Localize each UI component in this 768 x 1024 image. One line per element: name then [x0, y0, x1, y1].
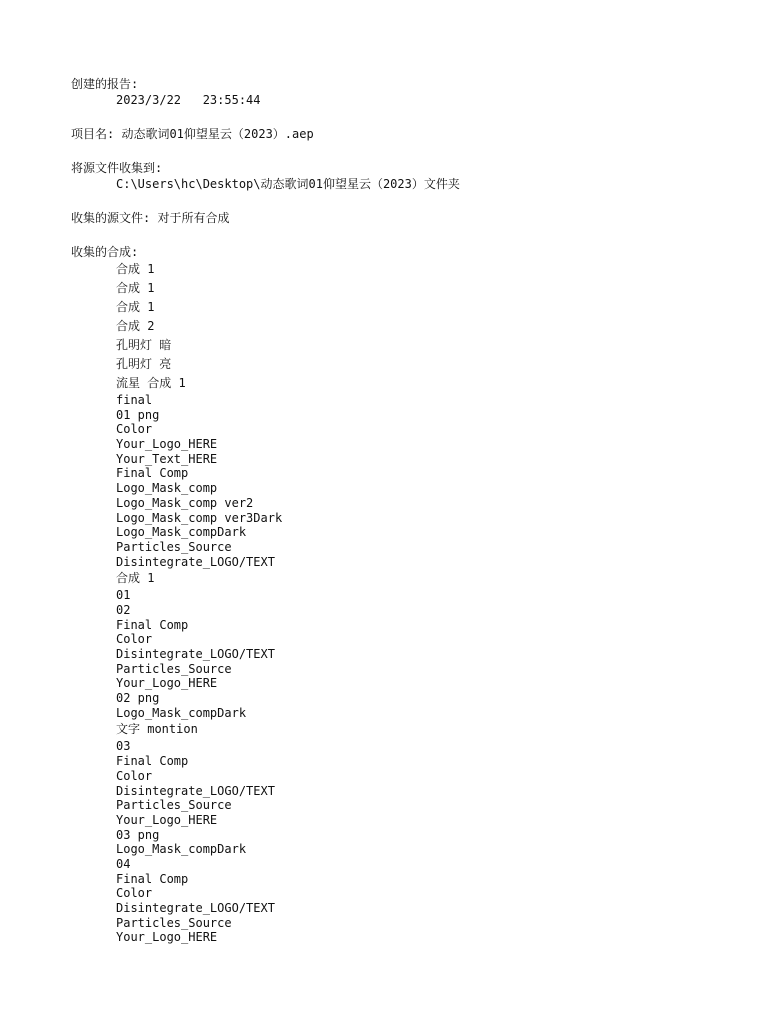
project-name-line: 项目名: 动态歌词01仰望星云（2023）.aep	[71, 127, 314, 141]
comp-list-item: 合成 1	[116, 571, 155, 586]
collected-sources-line: 收集的源文件: 对于所有合成	[71, 211, 230, 225]
comp-list-item: Color	[116, 886, 153, 901]
comp-list-item: Your_Text_HERE	[116, 451, 218, 466]
spacer	[71, 142, 731, 160]
comp-list-item: 合成 2	[116, 319, 155, 333]
comp-list-item: 02	[116, 602, 131, 617]
comp-list	[71, 260, 731, 945]
comp-list-item: Logo_Mask_comp ver3Dark	[116, 510, 283, 525]
comp-list-item: Logo_Mask_compDark	[116, 525, 247, 540]
comp-list-item: Particles_Source	[116, 798, 232, 813]
comp-list-item: 孔明灯 暗	[116, 338, 172, 352]
collect-to-label: 将源文件收集到:	[71, 161, 163, 175]
comp-list-item: Disintegrate_LOGO/TEXT	[116, 647, 275, 661]
collected-comps-section	[71, 244, 731, 945]
comp-list-item: final	[116, 393, 153, 407]
comp-list-item: Particles_Source	[116, 915, 232, 930]
comp-list-item: Your_Logo_HERE	[116, 676, 218, 691]
comp-list-item: Logo_Mask_compDark	[116, 705, 247, 720]
comp-list-item: Final Comp	[116, 754, 189, 769]
comp-list-item: 04	[116, 856, 131, 871]
comp-list-item: Color	[116, 422, 153, 437]
created-label: 创建的报告:	[71, 77, 139, 91]
comp-list-item: Logo_Mask_compDark	[116, 842, 247, 857]
comp-list-item: Disintegrate_LOGO/TEXT	[116, 783, 275, 798]
comp-list-item: 合成 1	[116, 281, 155, 295]
collected-comps-label: 收集的合成:	[71, 245, 139, 259]
comp-list-item: 孔明灯 亮	[116, 357, 172, 371]
spacer	[71, 108, 731, 126]
report-created-section	[71, 76, 731, 108]
comp-list-item: 03	[116, 739, 131, 754]
comp-list-item: Your_Logo_HERE	[116, 812, 218, 827]
collect-to-path: C:\Users\hc\Desktop\动态歌词01仰望星云（2023）文件夹	[116, 177, 460, 191]
collected-sources-section	[71, 210, 731, 226]
spacer	[71, 226, 731, 244]
comp-list-item: Logo_Mask_comp ver2	[116, 495, 254, 510]
comp-list-item: 01 png	[116, 407, 160, 422]
comp-list-item: 03 png	[116, 827, 160, 842]
comp-list-item: Disintegrate_LOGO/TEXT	[116, 901, 275, 915]
comp-list-item: Final Comp	[116, 871, 189, 886]
comp-list-item: Logo_Mask_comp	[116, 481, 218, 496]
comp-list-item: Disintegrate_LOGO/TEXT	[116, 554, 275, 569]
comp-list-item: 流星 合成 1	[116, 376, 186, 390]
comp-list-item: 文字 montion	[116, 722, 198, 737]
comp-list-item: Final Comp	[116, 617, 189, 632]
comp-list-item: Particles_Source	[116, 661, 232, 676]
comp-list-item: Your_Logo_HERE	[116, 930, 218, 945]
comp-list-item: Color	[116, 632, 153, 647]
collect-to-section	[71, 160, 731, 192]
comp-list-item: Your_Logo_HERE	[116, 437, 218, 452]
comp-list-item: 02 png	[116, 691, 160, 706]
comp-list-item: 01	[116, 588, 131, 603]
project-section	[71, 126, 731, 142]
comp-list-item: Particles_Source	[116, 539, 232, 554]
report-page	[71, 76, 731, 945]
comp-list-item: Final Comp	[116, 466, 189, 481]
comp-list-item: 合成 1	[116, 300, 155, 314]
comp-list-item: Color	[116, 768, 153, 783]
comp-list-item: 合成 1	[116, 262, 155, 276]
created-datetime: 2023/3/22 23:55:44	[116, 93, 261, 107]
spacer	[71, 192, 731, 210]
